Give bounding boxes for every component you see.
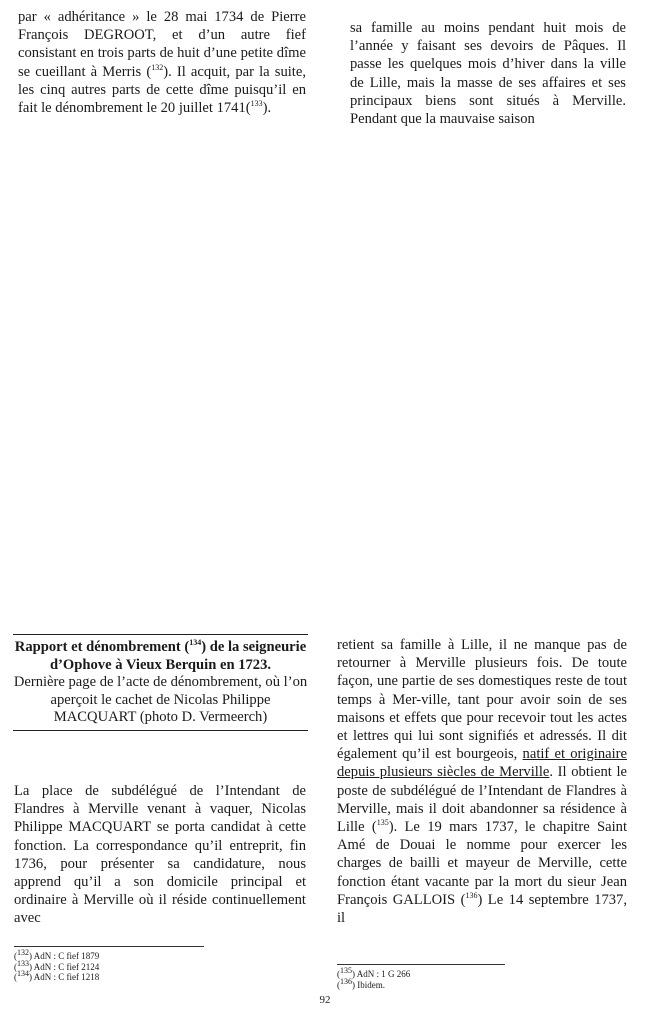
figure-caption	[13, 634, 308, 731]
footnote-separator-right	[337, 964, 505, 965]
caption-title: Rapport et dénombrement ($^{134}$) de la seigneurie d’Ophove à Vieux Berquin en 1723.	[14, 638, 307, 673]
underlined-phrase: natif et originaire depuis plusieurs siècles de Merville	[337, 746, 627, 781]
caption-text: Dernière page de l’acte de dénombrement, où l’on aperçoit le cachet de Nicolas Philippe MACQUART (photo D. Vermeerch)	[13, 674, 308, 725]
footnote-ref-136[interactable]: 136	[465, 890, 478, 900]
footnotes-left	[14, 948, 100, 983]
footnote-136: ($^{136}$) Ibidem.	[337, 976, 385, 990]
right-column-top-paragraph: sa famille au moins pendant huit mois de l’année y faisant ses devoirs de Pâques. Il passe les quelques mois d’hiver dans la ville de Lille, mais la masse de ses affaires et ses principaux biens sont situés à Merville. Pendant que la mauvaise saison	[350, 20, 626, 128]
left-column-bottom-paragraph: La place de subdélégué de l’Intendant de Flandres à Merville venant à vaquer, Nicolas Philippe MACQUART se porta candidat à cette fonction. La correspondance qu’il entreprit, fin 1736, pour présenter sa candidature, nous apprend qu’il a son domicile principal et ordinaire à Merville où il réside continuellement avec	[14, 783, 306, 927]
footnote-ref-133[interactable]: 133	[250, 99, 263, 109]
footnote-135: ($^{135}$) AdN : 1 G 266	[337, 966, 411, 979]
footnote-ref-132[interactable]: 132	[151, 62, 164, 72]
footnote-ref-134[interactable]: 134	[189, 638, 202, 648]
left-column-top-paragraph: par « adhéritance » le 28 mai 1734 de Pierre François DEGROOT, et d’un autre fief consistant en trois parts de huit d’une petite dîme se cueillant à Merris ($^{132}$). Il acquit, par la suite, les cinq autres parts de cette dîme puisqu’il en fait le dénombrement le 20 juillet 1741($^{133}$).	[18, 9, 306, 117]
footnote-132: ($^{132}$) AdN : C fief 1879	[14, 948, 100, 961]
footnote-separator-left	[14, 946, 204, 947]
right-column-bottom-paragraph: retient sa famille à Lille, il ne manque pas de retourner à Merville plusieurs fois. De toute façon, une partie de ses domestiques reste de tout temps à Mer-ville, tant pour avoir soin de ses maisons et effets que pour recevoir tout les actes et lettres qui lui sont signifiés et adressés. Il dit également qu’il est bourgeois, natif et originaire depuis plusieurs siècles de Merville. Il obtient le poste de subdélégué de l’Intendant de Flandres à Merville, mais il doit abandonner sa résidence à Lille ($^{135}$). Le 19 mars 1737, le chapitre Saint Amé de Douai le nomme pour exercer les charges de bailli et mayeur de Merville, cette fonction étant vacante par la mort du sieur Jean François GALLOIS ($^{136}$) Le 14 septembre 1737, il	[337, 637, 628, 927]
page-number: 92	[319, 994, 331, 1006]
footnote-134: ($^{134}$) AdN : C fief 1218	[14, 969, 100, 982]
footnote-133: ($^{133}$) AdN : C fief 2124	[14, 958, 100, 972]
footnotes-right	[337, 966, 411, 990]
footnote-ref-135[interactable]: 135	[376, 818, 389, 828]
